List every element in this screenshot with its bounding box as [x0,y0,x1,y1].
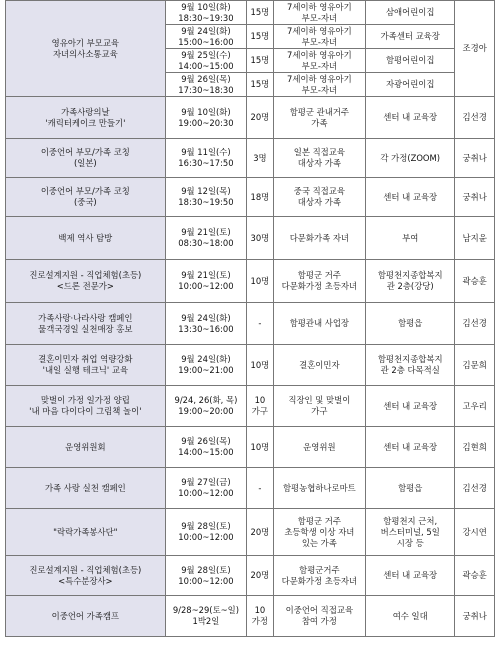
program-schedule-table [5,0,495,637]
date-cell: 9월 28일(토) 10:00~12:00 [165,509,247,556]
place-cell: 함평천지종합복지 관 2층(강당) [366,260,455,303]
program-name-cell: 이중언어 가족캠프 [6,596,166,637]
staff-cell: 궁취나 [455,139,495,178]
table-row [6,556,495,596]
table-row [6,178,495,217]
place-cell: 센터 내 교육장 [366,556,455,596]
target-cell: 함평군거주 다문화가정 초등자녀 [273,556,366,596]
date-cell: 9월 24일(화) 15:00~16:00 [165,25,247,49]
target-cell: 함평군 거주 초등학생 이상 자녀 있는 가족 [273,509,366,556]
place-cell: 함평읍 [366,303,455,345]
date-cell: 9월 12일(목) 18:30~19:50 [165,178,247,217]
date-cell: 9월 11일(수) 16:30~17:50 [165,139,247,178]
count-cell: 20명 [247,509,273,556]
count-cell: 20명 [247,97,273,139]
table-row [6,97,495,139]
program-name-cell: 결혼이민자 취업 역량강화 '내일 실행 테크닉' 교육 [6,345,166,386]
place-cell: 함평천지 근처, 버스터미널, 5일 시장 등 [366,509,455,556]
target-cell: 7세이하 영유아기 부모-자녀 [273,25,366,49]
target-cell: 7세이하 영유아기 부모-자녀 [273,73,366,97]
count-cell: 10 가정 [247,596,273,637]
target-cell: 함평관내 사업장 [273,303,366,345]
table-row [6,139,495,178]
table-row [6,217,495,260]
place-cell: 함평읍 [366,468,455,509]
staff-cell: 곽승훈 [455,556,495,596]
date-cell: 9월 21일(토) 08:30~18:00 [165,217,247,260]
date-cell: 9월 21일(토) 10:00~12:00 [165,260,247,303]
program-name-cell: 운영위원회 [6,427,166,468]
program-name-cell: 가족사랑의날 '캐릭터케이크 만들기' [6,97,166,139]
target-cell: 중국 직접교육 대상자 가족 [273,178,366,217]
place-cell: 함평천지종합복지 관 2층 다목적실 [366,345,455,386]
place-cell: 각 가정(ZOOM) [366,139,455,178]
staff-cell: 김선경 [455,303,495,345]
date-cell: 9/28~29(토~일) 1박2일 [165,596,247,637]
table-row [6,509,495,556]
count-cell: 15명 [247,25,273,49]
program-name-cell: "락락가족봉사단" [6,509,166,556]
date-cell: 9월 10일(화) 18:30~19:30 [165,1,247,25]
date-cell: 9/24, 26(화, 목) 19:00~20:00 [165,386,247,427]
count-cell: 10명 [247,427,273,468]
target-cell: 이중언어 직접교육 참여 가정 [273,596,366,637]
staff-cell: 김현희 [455,427,495,468]
place-cell: 가족센터 교육장 [366,25,455,49]
table-row [6,1,495,25]
target-cell: 7세이하 영유아기 부모-자녀 [273,1,366,25]
count-cell: 10명 [247,260,273,303]
table-row [6,260,495,303]
target-cell: 운영위원 [273,427,366,468]
date-cell: 9월 25일(수) 14:00~15:00 [165,49,247,73]
count-cell: - [247,468,273,509]
place-cell: 자광어린이집 [366,73,455,97]
program-name-cell: 가족사랑·나라사랑 캠페인 물객국경일 실천매장 홍보 [6,303,166,345]
date-cell: 9월 26일(목) 14:00~15:00 [165,427,247,468]
staff-cell: 강시연 [455,509,495,556]
date-cell: 9월 24일(화) 19:00~21:00 [165,345,247,386]
staff-cell: 궁취나 [455,178,495,217]
count-cell: 15명 [247,1,273,25]
table-row [6,468,495,509]
count-cell: 20명 [247,556,273,596]
count-cell: 10 가구 [247,386,273,427]
table-row [6,596,495,637]
count-cell: 10명 [247,345,273,386]
date-cell: 9월 24일(화) 13:30~16:00 [165,303,247,345]
place-cell: 센터 내 교육장 [366,386,455,427]
staff-cell: 고우리 [455,386,495,427]
count-cell: - [247,303,273,345]
program-name-cell: 진로설계지원 - 직업체험(초등) <드론 전문가> [6,260,166,303]
target-cell: 결혼이민자 [273,345,366,386]
program-name-cell: 영유아기 부모교육 자녀의사소통교육 [6,1,166,97]
staff-cell: 남지윤 [455,217,495,260]
program-name-cell: 진로설계지원 - 직업체험(초등) <특수분장사> [6,556,166,596]
table-row [6,345,495,386]
staff-cell: 김선경 [455,468,495,509]
program-name-cell: 이중언어 부모/가족 코칭 (일본) [6,139,166,178]
target-cell: 7세이하 영유아기 부모-자녀 [273,49,366,73]
place-cell: 삼애어린이집 [366,1,455,25]
count-cell: 15명 [247,73,273,97]
staff-cell: 김문희 [455,345,495,386]
target-cell: 일본 직접교육 대상자 가족 [273,139,366,178]
table-row [6,303,495,345]
place-cell: 부여 [366,217,455,260]
target-cell: 함평농협하나로마트 [273,468,366,509]
staff-cell: 조경아 [455,1,495,97]
staff-cell: 곽승훈 [455,260,495,303]
date-cell: 9월 28일(토) 10:00~12:00 [165,556,247,596]
count-cell: 3명 [247,139,273,178]
staff-cell: 김선경 [455,97,495,139]
target-cell: 다문화가족 자녀 [273,217,366,260]
table-row [6,427,495,468]
place-cell: 센터 내 교육장 [366,427,455,468]
staff-cell: 궁취나 [455,596,495,637]
count-cell: 15명 [247,49,273,73]
program-name-cell: 백제 역사 탐방 [6,217,166,260]
target-cell: 직장인 및 맞벌이 가구 [273,386,366,427]
date-cell: 9월 26일(목) 17:30~18:30 [165,73,247,97]
program-name-cell: 맞벌이 가정 일가정 양립 '내 마음 다이다이 그림책 놀이' [6,386,166,427]
date-cell: 9월 27일(금) 10:00~12:00 [165,468,247,509]
table-row [6,386,495,427]
count-cell: 30명 [247,217,273,260]
place-cell: 센터 내 교육장 [366,97,455,139]
target-cell: 함평군 관내거주 가족 [273,97,366,139]
date-cell: 9월 10일(화) 19:00~20:30 [165,97,247,139]
count-cell: 18명 [247,178,273,217]
target-cell: 함평군 거주 다문화가정 초등자녀 [273,260,366,303]
place-cell: 센터 내 교육장 [366,178,455,217]
place-cell: 함평어린이집 [366,49,455,73]
program-name-cell: 이중언어 부모/가족 코칭 (중국) [6,178,166,217]
place-cell: 여수 일대 [366,596,455,637]
program-name-cell: 가족 사랑 실천 캠페인 [6,468,166,509]
